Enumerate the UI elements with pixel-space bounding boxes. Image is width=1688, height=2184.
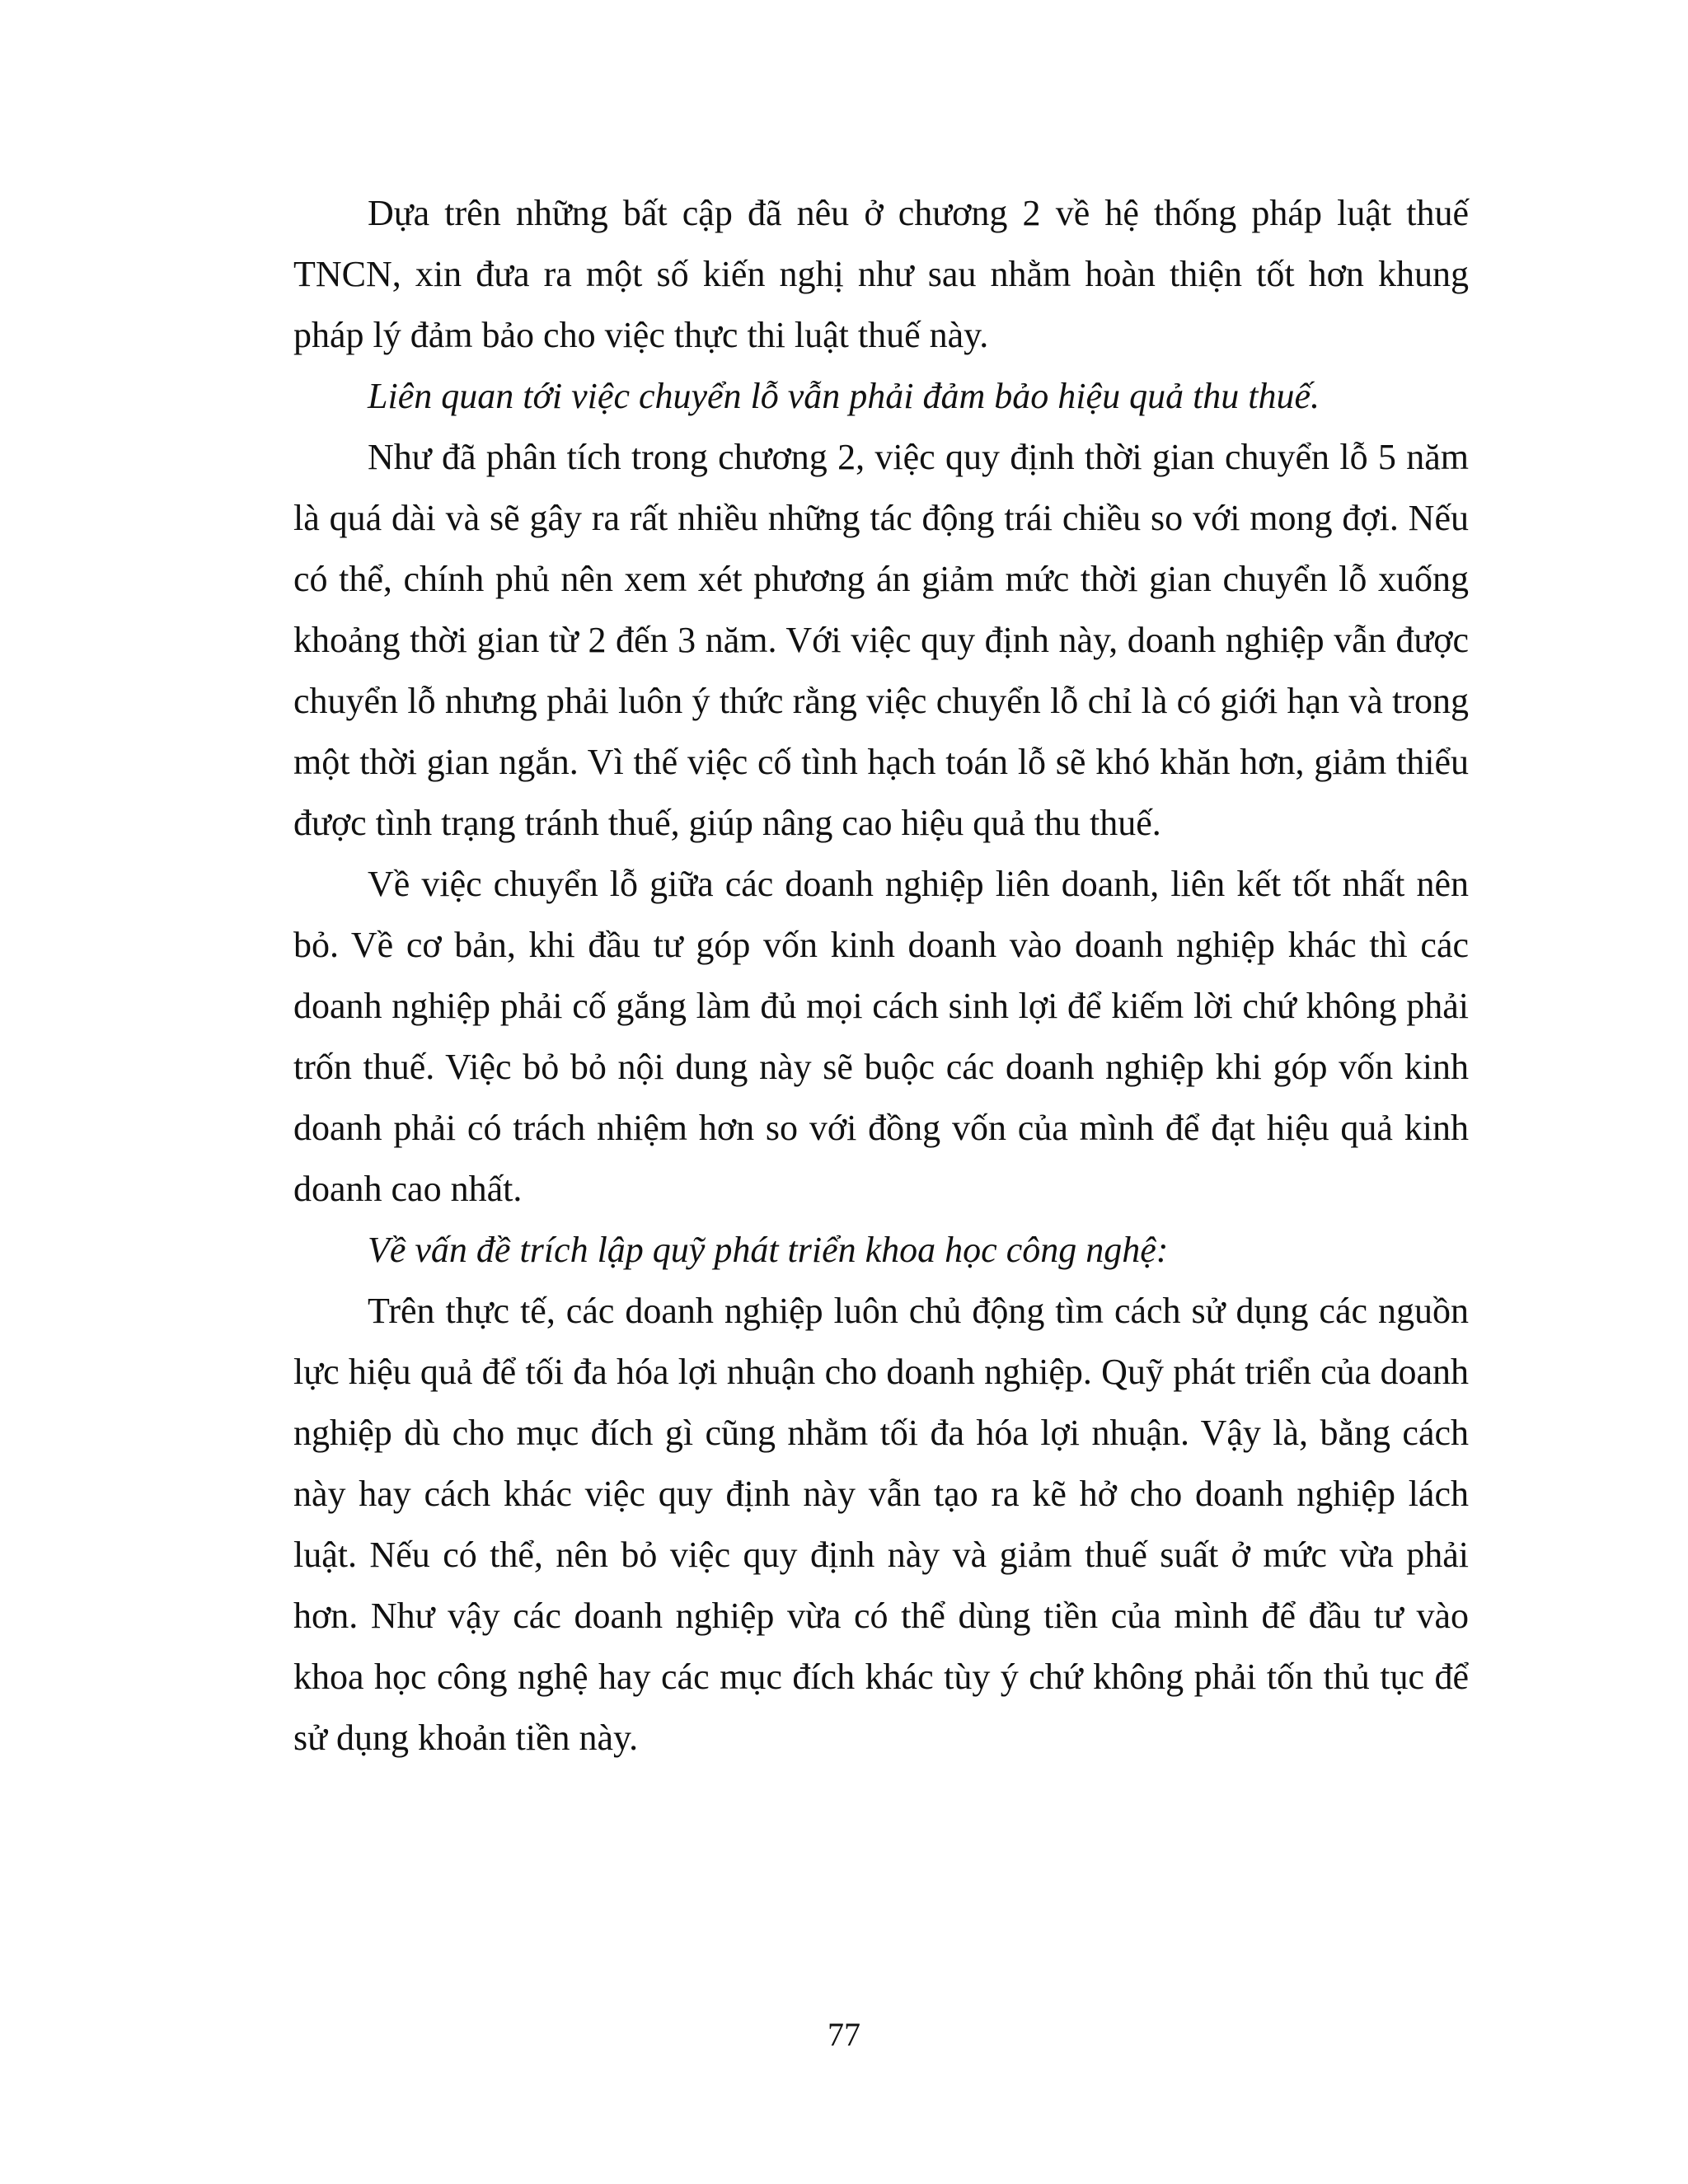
- page-number: 77: [828, 2016, 860, 2053]
- heading-science-fund: Về vấn đề trích lập quỹ phát triển khoa học công nghệ:: [368, 1230, 1169, 1270]
- paragraph-loss-carryforward-period: Như đã phân tích trong chương 2, việc quy định thời gian chuyển lỗ 5 năm là quá dài và sẽ gây ra rất nhiều những tác động trái chiều so với mong đợi. Nếu có thể, chính phủ nên xem xét phương án giảm mức thời gian chuyển lỗ xuống khoảng thời gian từ 2 đến 3 năm. Với việc quy định này, doanh nghiệp vẫn được chuyển lỗ nhưng phải luôn ý thức rằng việc chuyển lỗ chỉ là có giới hạn và trong một thời gian ngắn. Vì thế việc cố tình hạch toán lỗ sẽ khó khăn hơn, giảm thiểu được tình trạng tránh thuế, giúp nâng cao hiệu quả thu thuế.: [293, 437, 1469, 843]
- body-text: [293, 183, 1469, 1769]
- paragraph-intro: Dựa trên những bất cập đã nêu ở chương 2 về hệ thống pháp luật thuế TNCN, xin đưa ra một số kiến nghị như sau nhằm hoàn thiện tốt hơn khung pháp lý đảm bảo cho việc thực thi luật thuế này.: [293, 193, 1469, 355]
- paragraph-joint-venture-loss: Về việc chuyển lỗ giữa các doanh nghiệp liên doanh, liên kết tốt nhất nên bỏ. Về cơ bản, khi đầu tư góp vốn kinh doanh vào doanh nghiệp khác thì các doanh nghiệp phải cố gắng làm đủ mọi cách sinh lợi để kiếm lời chứ không phải trốn thuế. Việc bỏ bỏ nội dung này sẽ buộc các doanh nghiệp khi góp vốn kinh doanh phải có trách nhiệm hơn so với đồng vốn của mình để đạt hiệu quả kinh doanh cao nhất.: [293, 864, 1469, 1209]
- heading-loss-carryforward: Liên quan tới việc chuyển lỗ vẫn phải đảm bảo hiệu quả thu thuế.: [368, 376, 1320, 416]
- paragraph-science-fund: Trên thực tế, các doanh nghiệp luôn chủ động tìm cách sử dụng các nguồn lực hiệu quả để tối đa hóa lợi nhuận cho doanh nghiệp. Quỹ phát triển của doanh nghiệp dù cho mục đích gì cũng nhằm tối đa hóa lợi nhuận. Vậy là, bằng cách này hay cách khác việc quy định này vẫn tạo ra kẽ hở cho doanh nghiệp lách luật. Nếu có thể, nên bỏ việc quy định này và giảm thuế suất ở mức vừa phải hơn. Như vậy các doanh nghiệp vừa có thể dùng tiền của mình để đầu tư vào khoa học công nghệ hay các mục đích khác tùy ý chứ không phải tốn thủ tục để sử dụng khoản tiền này.: [293, 1291, 1469, 1758]
